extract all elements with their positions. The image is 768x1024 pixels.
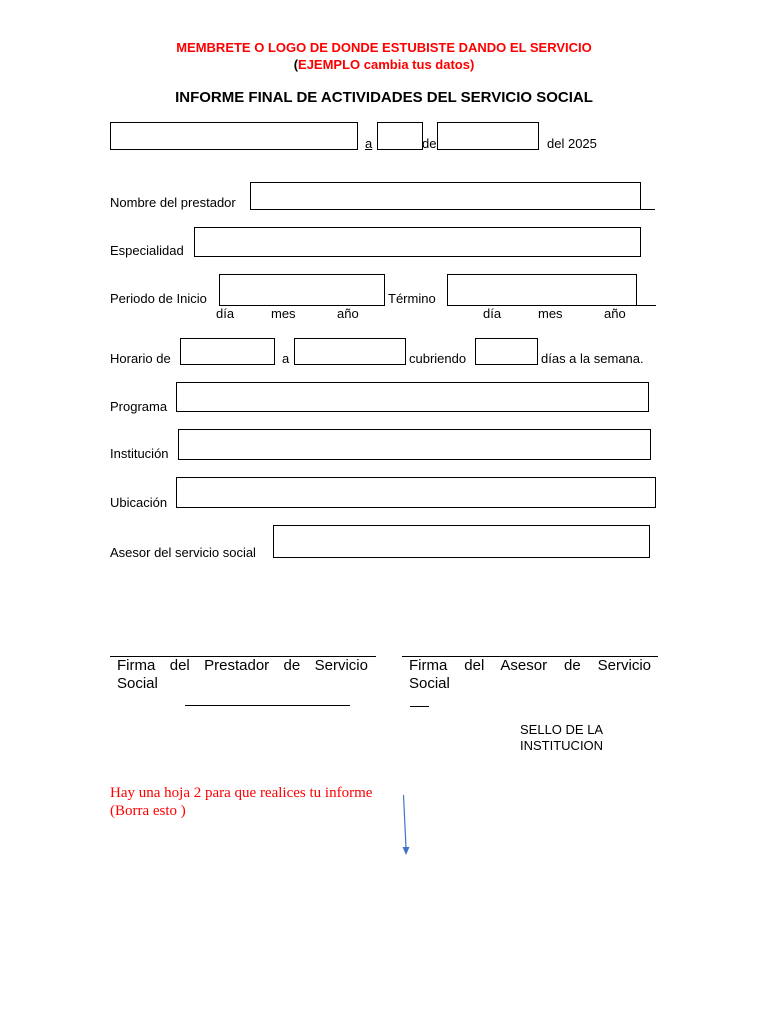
prestador-signature-caption-2: Social xyxy=(117,675,158,692)
place-input[interactable] xyxy=(110,122,358,150)
date-de-label: de xyxy=(422,136,437,151)
ubicacion-label: Ubicación xyxy=(110,495,168,510)
horario-de-label: Horario de xyxy=(110,351,171,366)
especialidad-input[interactable] xyxy=(194,227,641,257)
cubriendo-label: cubriendo xyxy=(409,351,467,366)
termino-anio-label: año xyxy=(604,306,626,321)
prestador-underline xyxy=(185,705,350,706)
prestador-signature-caption-1: Firma del Prestador de Servicio xyxy=(117,657,368,674)
inicio-dia-label: día xyxy=(216,306,235,321)
asesor-input[interactable] xyxy=(273,525,650,558)
termino-dia-label: día xyxy=(483,306,502,321)
dias-semana-label: días a la semana. xyxy=(541,351,644,366)
asesor-signature-caption-1: Firma del Asesor de Servicio xyxy=(409,657,651,674)
sello-line-2: INSTITUCION xyxy=(520,738,604,753)
termino-date-input[interactable] xyxy=(447,274,637,306)
especialidad-label: Especialidad xyxy=(110,243,184,258)
sello-line-1: SELLO DE LA xyxy=(520,722,604,737)
letterhead-placeholder: MEMBRETE O LOGO DE DONDE ESTUBISTE DANDO EL SERVICIO xyxy=(176,40,592,55)
asesor-label: Asesor del servicio social xyxy=(110,545,256,560)
nombre-label: Nombre del prestador xyxy=(110,195,236,210)
institucion-label: Institución xyxy=(110,446,169,461)
example-text: EJEMPLO cambia tus datos) xyxy=(298,57,475,72)
horario-a-label: a xyxy=(282,351,290,366)
month-input[interactable] xyxy=(437,122,539,150)
institucion-input[interactable] xyxy=(178,429,651,460)
termino-tail-line xyxy=(637,305,656,306)
horario-start-input[interactable] xyxy=(180,338,275,365)
page-title: INFORME FINAL DE ACTIVIDADES DEL SERVICIO SOCIAL xyxy=(175,89,593,106)
date-a-label: a xyxy=(365,136,373,151)
programa-input[interactable] xyxy=(176,382,649,412)
asesor-signature-caption-2: Social xyxy=(409,675,450,692)
inicio-date-input[interactable] xyxy=(219,274,385,306)
example-paren: ( xyxy=(293,57,299,72)
inicio-anio-label: año xyxy=(337,306,359,321)
nombre-tail-line xyxy=(641,209,655,210)
down-arrow-icon xyxy=(396,792,416,858)
periodo-inicio-label: Periodo de Inicio xyxy=(110,291,207,306)
note-line-2: (Borra esto ) xyxy=(110,803,186,819)
horario-end-input[interactable] xyxy=(294,338,406,365)
inicio-mes-label: mes xyxy=(271,306,296,321)
nombre-input[interactable] xyxy=(250,182,641,210)
ubicacion-input[interactable] xyxy=(176,477,656,508)
year-label: del 2025 xyxy=(547,136,597,151)
note-line-1: Hay una hoja 2 para que realices tu informe xyxy=(110,785,373,801)
example-note xyxy=(0,57,768,72)
asesor-underline xyxy=(410,706,429,707)
termino-mes-label: mes xyxy=(538,306,563,321)
termino-label: Término xyxy=(388,291,436,306)
programa-label: Programa xyxy=(110,399,168,414)
day-input[interactable] xyxy=(377,122,423,150)
dias-input[interactable] xyxy=(475,338,538,365)
